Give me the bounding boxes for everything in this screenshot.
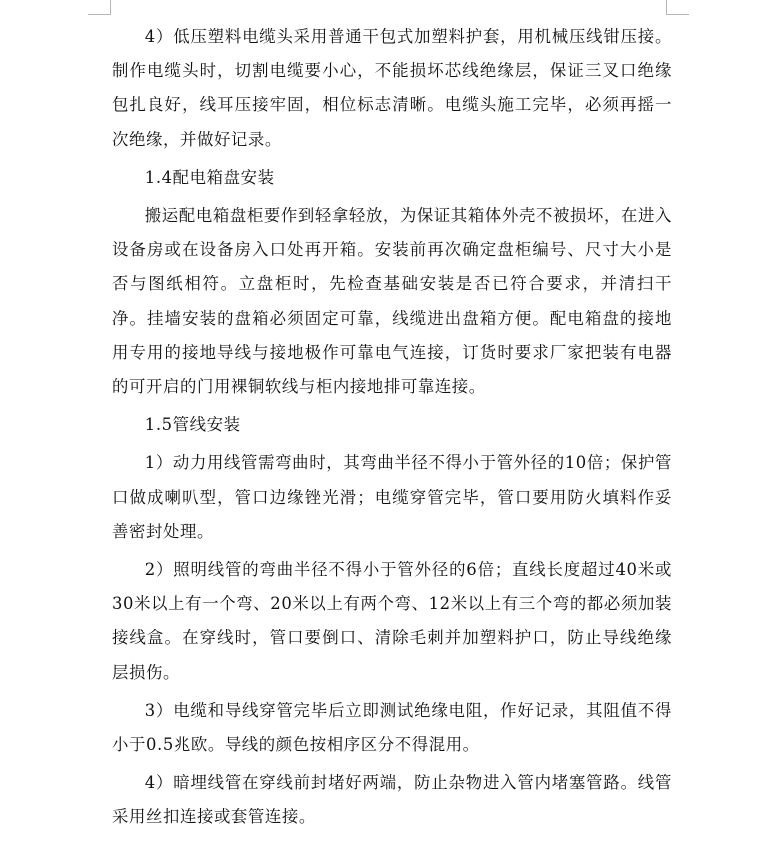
- paragraph-concealed-conduit: 4）暗埋线管在穿线前封堵好两端，防止杂物进入管内堵塞管路。线管采用丝扣连接或套管连接。: [112, 773, 672, 827]
- paragraph-distribution-box: 搬运配电箱盘柜要作到轻拿轻放，为保证其箱体外壳不被损坏，在进入设备房或在设备房入口处再开箱。安装前再次确定盘柜编号、尺寸大小是否与图纸相符。立盘柜时，先检查基础安装是否已符合要求，并清扫干净。挂墙安装的盘箱必须固定可靠，线缆进出盘箱方便。配电箱盘的接地用专用的接地导线与接地极作可靠电气连接，订货时要求厂家把装有电器的可开启的门用裸铜软线与柜内接地排可靠连接。: [112, 206, 672, 397]
- document-body: [112, 20, 672, 839]
- section-heading-1-4: 1.4配电箱盘安装: [144, 167, 275, 187]
- section-heading-1-5: 1.5管线安装: [144, 415, 241, 435]
- paragraph-insulation-test: 3）电缆和导线穿管完毕后立即测试绝缘电阻，作好记录，其阻值不得小于0.5兆欧。导线的颜色按相序区分不得混用。: [112, 700, 672, 755]
- margin-corner-mark-right: [666, 0, 689, 15]
- paragraph-power-conduit: 1）动力用线管需弯曲时，其弯曲半径不得小于管外径的10倍；保护管口做成喇叭型，管口边缘锉光滑；电缆穿管完毕，管口要用防火填料作妥善密封处理。: [112, 453, 672, 541]
- paragraph-cable-head: 4）低压塑料电缆头采用普通干包式加塑料护套，用机械压线钳压接。制作电缆头时，切割电缆要小心，不能损坏芯线绝缘层，保证三叉口绝缘包扎良好，线耳压接牢固，相位标志清晰。电缆头施工完毕，必须再摇一次绝缘，并做好记录。: [112, 27, 672, 149]
- paragraph-lighting-conduit: 2）照明线管的弯曲半径不得小于管外径的6倍；直线长度超过40米或30米以上有一个弯、20米以上有两个弯、12米以上有三个弯的都必须加装接线盒。在穿线时，管口要倒口、清除毛刺并加塑料护口，防止导线绝缘层损伤。: [112, 560, 672, 682]
- margin-corner-mark-left: [88, 0, 111, 15]
